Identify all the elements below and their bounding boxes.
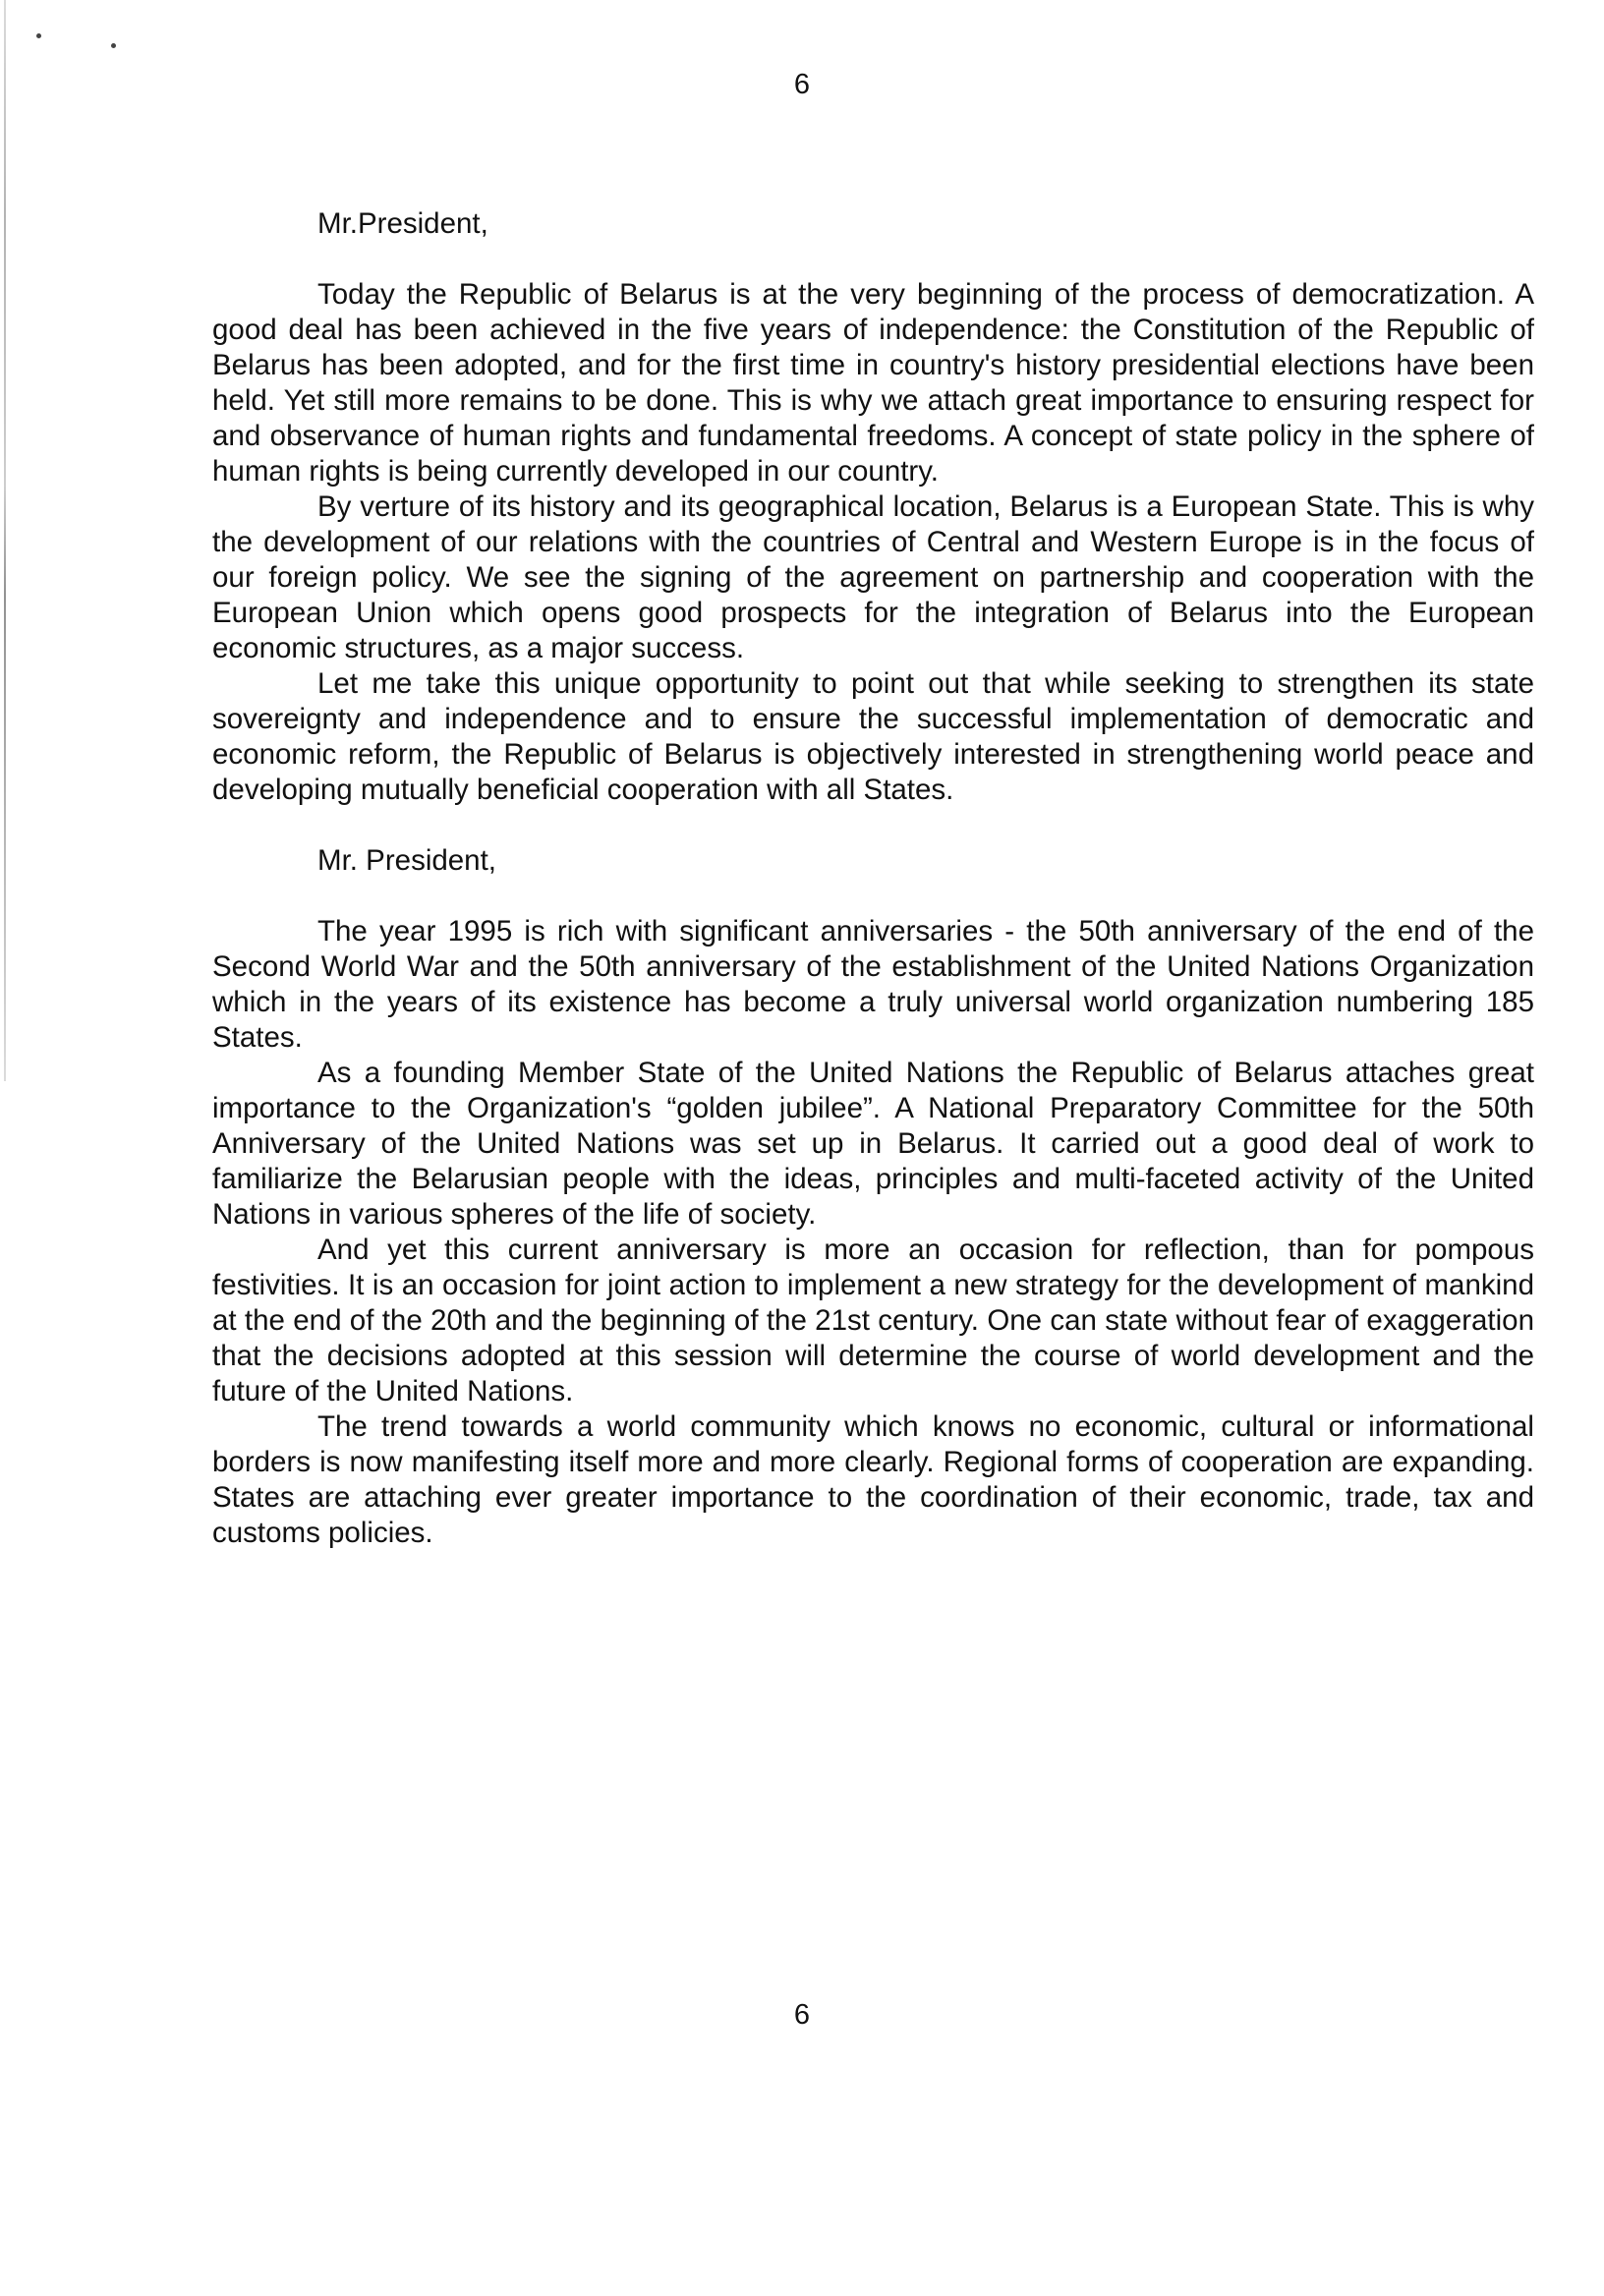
paragraph: Let me take this unique opportunity to point out that while seeking to strengthen its state sovereignty and independence and to ensure the successful implementation of democratic and economic reform, the Republic of Belarus is objectively interested in strengthening world peace and developing mutually beneficial cooperation with all States.: [212, 667, 1534, 806]
paragraph: Today the Republic of Belarus is at the very beginning of the process of democratization. A good deal has been achieved in the five years of independence: the Constitution of the Republic of Belarus has been adopted, and for the first time in country's history presidential elections have been held. Yet still more remains to be done. This is why we attach great importance to ensuring respect for and observance of human rights and fundamental freedoms. A concept of state policy in the sphere of human rights is being currently developed in our country.: [212, 278, 1534, 488]
paragraph: The trend towards a world community which knows no economic, cultural or informational borders is now manifesting itself more and more clearly. Regional forms of cooperation are expanding. States are attaching ever greater importance to the coordination of their economic, trade, tax and customs policies.: [212, 1410, 1534, 1549]
paragraph: And yet this current anniversary is more an occasion for reflection, than for pompous festivities. It is an occasion for joint action to implement a new strategy for the development of mankind at the end of the 20th and the beginning of the 21st century. One can state without fear of exaggeration that the decisions adopted at this session will determine the course of world development and the future of the United Nations.: [212, 1234, 1534, 1407]
salutation: Mr. President,: [317, 844, 496, 877]
page-number-top: 6: [793, 69, 811, 100]
paragraph: As a founding Member State of the United Nations the Republic of Belarus attaches great importance to the Organization's “golden jubilee”. A National Preparatory Committee for the 50th Anniversary of the United Nations was set up in Belarus. It carried out a good deal of work to familiarize the Belarusian people with the ideas, principles and multi-faceted activity of the United Nations in various spheres of the life of society.: [212, 1057, 1534, 1231]
scan-speck: [111, 43, 116, 48]
page-number-bottom: 6: [793, 1999, 811, 2031]
scan-speck: [36, 33, 41, 38]
paragraph: The year 1995 is rich with significant anniversaries - the 50th anniversary of the end of the Second World War and the 50th anniversary of the establishment of the United Nations Organization which in the years of its existence has become a truly universal world organization numbering 185 States.: [212, 915, 1534, 1054]
scan-edge-artifact: [4, 0, 6, 1081]
salutation: Mr.President,: [317, 207, 488, 240]
document-body: [212, 206, 1534, 1551]
paragraph: By verture of its history and its geographical location, Belarus is a European State. This is why the development of our relations with the countries of Central and Western Europe is in the focus of our foreign policy. We see the signing of the agreement on partnership and cooperation with the European Union which opens good prospects for the integration of Belarus into the European economic structures, as a major success.: [212, 490, 1534, 664]
